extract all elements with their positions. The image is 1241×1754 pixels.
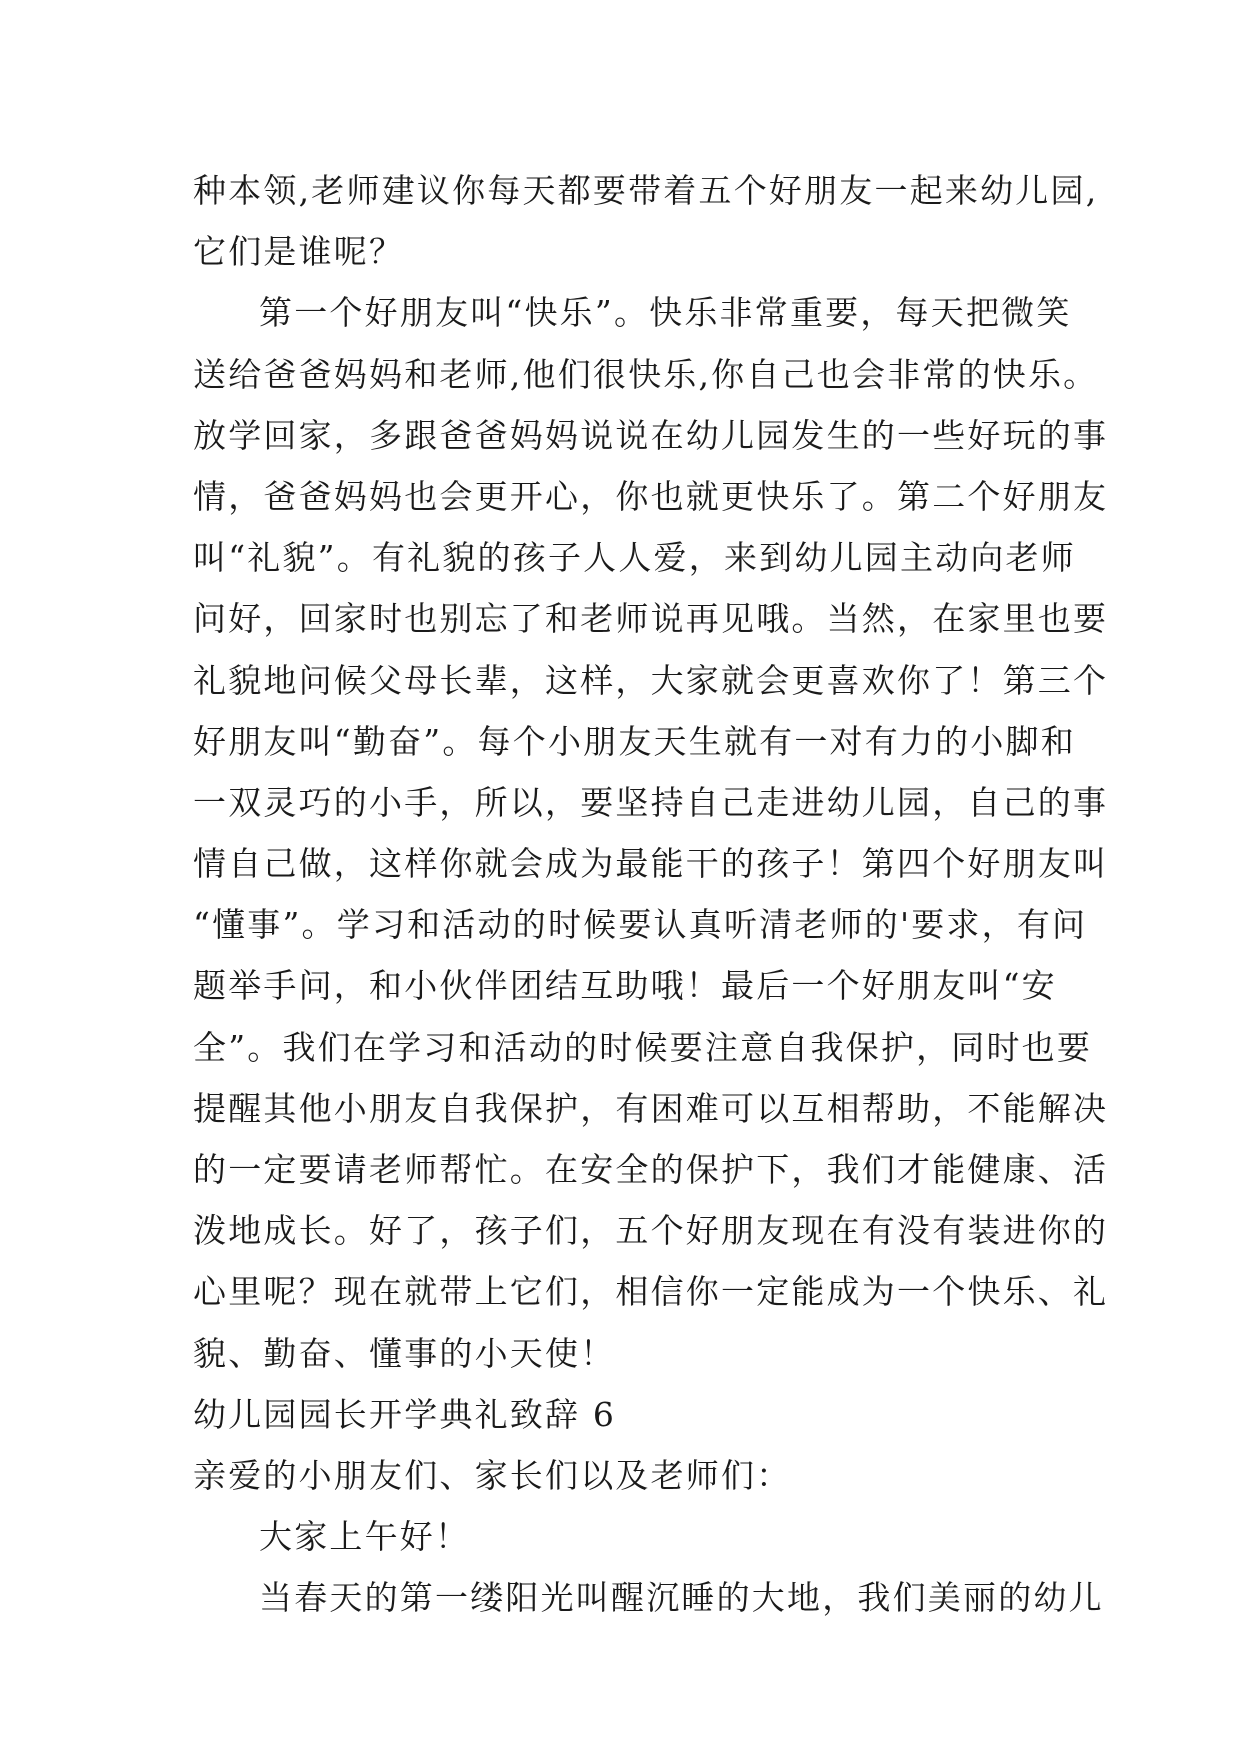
text-line: 泼地成长。好了，孩子们，五个好朋友现在有没有装进你的 <box>193 1211 1109 1251</box>
salutation: 亲爱的小朋友们、家长们以及老师们： <box>193 1455 792 1495</box>
text-line: 题举手问，和小伙伴团结互助哦！最后一个好朋友叫“安 <box>193 966 1057 1006</box>
section-heading: 幼儿园园长开学典礼致辞 6 <box>193 1394 617 1434</box>
text-line: 当春天的第一缕阳光叫醒沉睡的大地，我们美丽的幼儿 <box>259 1578 1104 1618</box>
text-line: 好朋友叫“勤奋”。每个小朋友天生就有一对有力的小脚和 <box>193 721 1076 761</box>
text-line: 礼貌地问候父母长辈，这样，大家就会更喜欢你了！第三个 <box>193 660 1109 700</box>
text-line: 它们是谁呢？ <box>193 232 405 272</box>
text-line: 叫“礼貌”。有礼貌的孩子人人爱，来到幼儿园主动向老师 <box>193 538 1076 578</box>
text-line: 提醒其他小朋友自我保护，有困难可以互相帮助，不能解决 <box>193 1088 1109 1128</box>
text-line: 情，爸爸妈妈也会更开心，你也就更快乐了。第二个好朋友 <box>193 476 1109 516</box>
text-line: 全”。我们在学习和活动的时候要注意自我保护，同时也要 <box>193 1027 1093 1067</box>
text-line: “懂事”。学习和活动的时候要认真听清老师的'要求，有问 <box>193 905 1088 945</box>
greeting: 大家上午好！ <box>259 1517 471 1557</box>
text-line: 种本领,老师建议你每天都要带着五个好朋友一起来幼儿园, <box>193 171 1099 210</box>
text-line: 放学回家，多跟爸爸妈妈说说在幼儿园发生的一些好玩的事 <box>193 415 1109 455</box>
text-line: 一双灵巧的小手，所以，要坚持自己走进幼儿园，自己的事 <box>193 782 1109 822</box>
text-line: 情自己做，这样你就会成为最能干的孩子！第四个好朋友叫 <box>193 844 1109 884</box>
text-line: 第一个好朋友叫“快乐”。快乐非常重要，每天把微笑 <box>259 293 1072 333</box>
text-line: 貌、勤奋、懂事的小天使！ <box>193 1333 616 1373</box>
text-line: 的一定要请老师帮忙。在安全的保护下，我们才能健康、活 <box>193 1150 1109 1189</box>
text-line: 心里呢？现在就带上它们，相信你一定能成为一个快乐、礼 <box>193 1272 1109 1312</box>
text-line: 送给爸爸妈妈和老师,他们很快乐,你自己也会非常的快乐。 <box>193 354 1099 394</box>
document-body <box>193 160 1109 1629</box>
text-line: 问好，回家时也别忘了和老师说再见哦。当然，在家里也要 <box>193 599 1109 639</box>
